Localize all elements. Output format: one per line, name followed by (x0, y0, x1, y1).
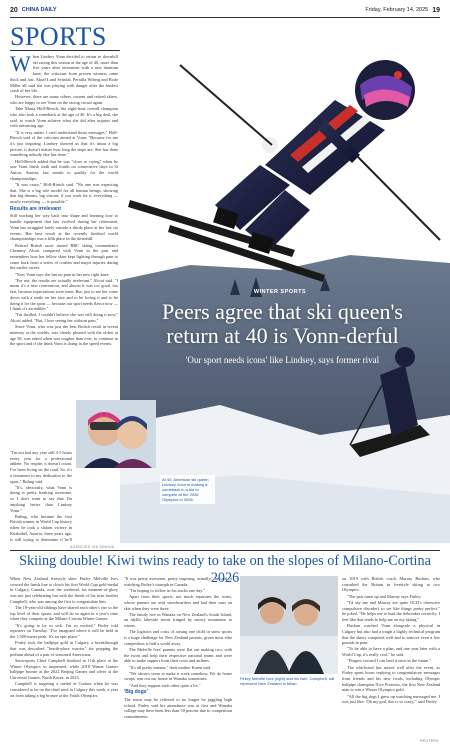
paragraph: However, there are many others, current and retired skiers, who are happy to see Vonn on the racing circuit again. (10, 94, 118, 106)
issue-date: Friday, February 14, 2025 (365, 7, 429, 13)
paragraph: Since Vonn, who was just the best British result in recent memory at the worlds, was clearly pleased with the oldest at age 38, was asked when was tougher than ever, to continue in the sport and if she think Vonn is doing in the speed events. (10, 324, 118, 347)
section-title: SPORTS (10, 22, 107, 51)
celebration-photo (76, 400, 156, 468)
paragraph: Retired British racer turned BBC skiing commentator Chemmy Alcott compared with Vonn in the past and remembers how her fellow skier kept fighting through pain to come back from a series of crashes and major injuries during her earlier career. (10, 242, 118, 271)
twins-photo (240, 576, 338, 674)
paragraph: "And they support each other quite a lot." (129, 682, 201, 688)
paragraph: "I'd say me and Murray are quite OCD's obsessive compulsive disorder) so we like things pretty perfect," he joked. "He helps me to lead the tiebreaker correctly. I feel like that tends to help me on my skiing." (342, 599, 440, 622)
paragraph: The whirlwind has mixed well after the event, as Finley spent hours replying to congratulatory messages from friends and his new rivals, including Olympic halfpipe champion Nico Porteous, the first New Zealand man to win a Winter Olympics gold. (342, 664, 440, 693)
paragraph: "It's all pretty intense," their mother Karen said. (129, 664, 212, 670)
paragraph: "The pair came up and Murray says Finley. (347, 593, 422, 599)
main-story-column-1 (10, 54, 118, 450)
main-story-headline: Peers agree that ski queen's return at 40 is Vonn-derful (162, 299, 403, 348)
caption-text: At 40, American ski queen Lindsey Vonn is making a comeback in a bid to compete at the 2026 Olympics in 2026. (162, 477, 209, 502)
page-number-right: 19 (432, 6, 440, 14)
paragraph: "For me, the results are actually irrelevant," Alcott said. "I mean it's a new reinvention, and almost it was too good, too fast, because expectations were risen. But, just to see her come down with a smile on her face and to be loving it and to be doing it for the sport — because our sport needs flavor now — I think it's incredible." (10, 277, 118, 312)
paragraph: "Fingers crossed I can land it once in the future." (347, 658, 432, 664)
paragraph: The 19-year-old siblings have shared each other's rise to the top level of their sports, and will do so again in a year's time when they compete at the Milano-Cortina Winter Games. (10, 605, 118, 622)
paragraph: "I'm not bad any year still 3-5 hours every year for a professional athlete. No respite, it doesn't count. I've been living on the road. So, it's a testament to my dedication to the sport," Ruling said. (10, 450, 72, 484)
page-number-left: 20 (10, 6, 18, 14)
second-story-column-2 (124, 576, 232, 742)
paragraph: The logistics and costs of raising one child in snow sports is a huge challenge for New Zealand parents, given most elite competition is half a world away. (124, 629, 232, 646)
paragraph: The twins may be relieved to no longer be juggling high school. Finley said his attendance was at first and Wanaka college may have been less than 50 percent due to competition commitments. (124, 697, 232, 720)
paragraph: The family live in Wanaka on New Zealand's South Island, an idyllic lakeside resort fringed by snowy mountains to winter. (124, 611, 232, 629)
paragraph: Ruling, who became the first British winner in World Cup history when he took a slalom victory in Kitzbühel, Austria, three years ago, is still trying to determine if he'll (10, 513, 72, 542)
paragraph: Snowsports Chief Campbell finished in 11th place at the Winter Olympics so impressed, while 2018 Winter Games halfpipe bronze at the 2022 Beijing Games and silver at the Universal Games, North Korea, in 2023. (10, 657, 118, 680)
paragraph: Höfl-Riesch added that he was "close to crying" when he saw Vonn finish sixth and fourth on consecutive days in St Anton, Austria, last month to qualify for the world championships. (10, 158, 118, 181)
dropcap: W (10, 54, 31, 76)
paragraph: Finley took the halfpipe gold in Calgary, a breakthrough that was described "fourth-place warrior" for popping the podium ahead of a pair of seasoned Americans. (10, 640, 118, 657)
paragraph: "It's, obviously, what Vonn is doing is pretty freaking awesome, so I don't want to say that I'm anything better than Lindsey Vonn." (10, 484, 72, 513)
photo-credit: AGENCIES VIA XINHUA (70, 545, 115, 549)
paragraph: on 2019 with British coach Murray Buchan, who consulted the Britain in freestyle skiing at two Olympics. (342, 576, 440, 593)
paragraph: "All the big dogs I grew up watching messaged me. I was just like: 'Oh my god, this is so crazy,'" said Finley. (342, 693, 440, 705)
paragraph: "It's going to be so sick, I'm so excited," Finley told reporters on Tuesday. "I've imagined where it will be held in the 1,500-meter peak. It's an epic place." (10, 622, 118, 640)
paragraph: "I'm hoping to follow in his tracks one day." (129, 587, 205, 593)
paragraph: Buchan coached Vonn alongside a physical in Calgary but also had a tough a highly technical program that the skiers competed well and to remove even a few pounds in pain. (342, 623, 440, 646)
publication-logo: CHINA DAILY (21, 7, 57, 13)
paragraph: "We always seem to make it work somehow. We do home swaps, rent out our house in Wanaka sometimes. (124, 670, 232, 682)
main-story-column-1-lower (10, 450, 72, 542)
second-story-credit: REUTERS (420, 739, 439, 743)
main-story-deck: 'Our sport needs icons' like Lindsey, says former rival (185, 355, 380, 365)
paragraph: The Melville Ives' parents were flat out making two, with the twins and help their respective national teams and were able to make support from their costs and airlines. (124, 646, 232, 664)
masthead-rule (10, 17, 440, 18)
paragraph: Still working her way back into shape and learning how to handle equipment that has evolved during her retirement, Vonn has struggled lately outside a thirds place at her last six events. Her best result at the recently finished world championships was a fifth place in the downhill. (10, 213, 118, 242)
paragraph: "It is very unfair. I can't understand those messages," Höfl-Riesch said of the criticism aimed at Vonn. "Because for me it's just inspiring. Lindsey showed us that it's about a big picture, it doesn't matter how long the steps are. She has done something nobody else has done." (10, 129, 118, 158)
main-story-kicker: WINTER SPORTS (253, 289, 307, 295)
second-story-column-3 (342, 576, 440, 736)
section-rule (10, 50, 120, 51)
twins-photo-caption: Finley Melville Ives (right) and his twin, Campbell, will represent New Zealand in Milan. (240, 676, 335, 686)
paragraph: "To be able to have a plan, and one year later with a World Cup, it's really cool," he said. (342, 646, 440, 658)
paragraph: Apart from their sports, not much separates the twins, whose parents are avid snowboarders and had their sons on skis when they were three. (124, 594, 232, 611)
subhead: Results are irrelevant (10, 205, 61, 212)
second-story-column-1 (10, 576, 118, 742)
second-story-headline: Skiing double! Kiwi twins ready to take on the slopes of Milano-Cortina 2026 (19, 553, 431, 586)
paragraph: "It was pretty awesome, pretty inspiring, actually," he said of watching Finley's triumph in Canada. (124, 576, 232, 587)
paragraph: When New Zealand freestyle skier Finley Melville Ives crossed the finish line to clinch his first World Cup gold medal in Calgary, Canada, over the weekend, his moment-of-glory was not just celebrating but with the finish of his twin brother Campbell, who was among the first to congratulate him. (10, 576, 118, 604)
paragraph: "I'm thrilled. I couldn't believe she was still doing it now," Alcott added. "But, I love seeing her without pain." (10, 312, 118, 324)
masthead (10, 4, 440, 16)
subhead: 'Big dogs' (124, 689, 148, 696)
paragraph: "Now Vonn says she has no pain in her new right knee. (15, 271, 110, 277)
paragraph: Campbell is targeting a medal at Cortina when he was considered to be on the third seed in Calgary this week, a year on from taking a big bronze at the Youth Olympics. (10, 681, 118, 698)
main-photo-caption (160, 475, 215, 504)
paragraph: Take Maria Höfl-Riesch, the eight-time overall champion who also took a comeback at the age of 40. It's a big deal, she said, to watch Vonn achieve what she did after injuries and with advancing age. (10, 106, 118, 129)
paragraph: "It was crazy," Höfl-Riesch said. "No one was expecting that. She is a big role model for all human beings, showing that big dreams, big visions, if you work for it, everything — nearly everything — is possible." (10, 181, 118, 205)
story-divider (10, 550, 440, 551)
paragraph: hen Lindsey Vonn decided to return to downhill ski racing this season at the age of 40, more than five years after retirement with a new titanium knee, the criticism from proven winners came thick and fast. Aksel Lund Svindal, Pernilla Wiberg and Bode Miller all said she was playing with danger after the hardest crash of her life. (10, 54, 118, 94)
